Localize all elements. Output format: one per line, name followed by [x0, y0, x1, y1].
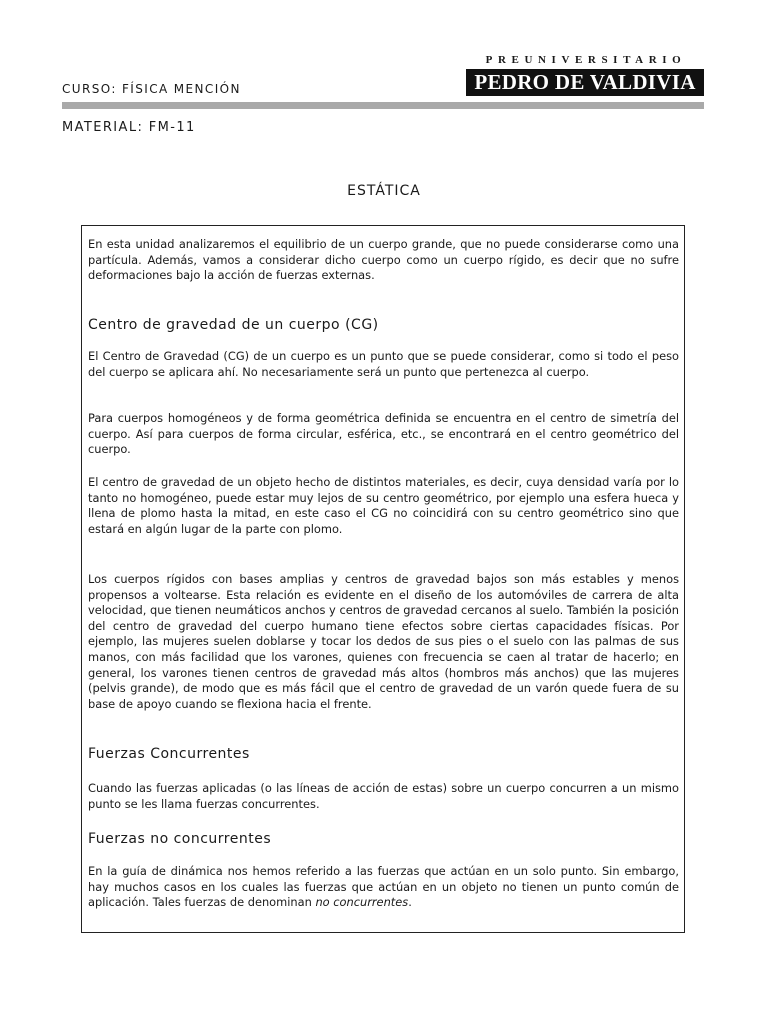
section-heading-nonconcurrent: Fuerzas no concurrentes: [88, 831, 272, 847]
cg-paragraph-2: Para cuerpos homogéneos y de forma geométrica definida se encuentra en el centro de simetría del cuerpo. Así para cuerpos de forma circular, esférica, etc., se encontrará en el centro geométrico del cuerpo.: [88, 411, 679, 457]
cg-paragraph-4: Los cuerpos rígidos con bases amplias y centros de gravedad bajos son más estables y menos propensos a voltearse. Esta relación es evidente en el diseño de los automóviles de carrera de alta velocidad, que tienen neumáticos anchos y centros de gravedad cercanos al suelo. También la posición del centro de gravedad del cuerpo humano tiene efectos sobre ciertas capacidades físicas. Por ejemplo, las mujeres suelen doblarse y tocar los dedos de sus pies o el suelo con las palmas de sus manos, con más facilidad que los varones, quienes con frecuencia se caen al tratar de hacerlo; en general, los varones tienen centros de gravedad más altos (hombros más anchos) que las mujeres (pelvis grande), de modo que es más fácil que el centro de gravedad de un varón quede fuera de su base de apoyo cuando se flexiona hacia el frente.: [88, 572, 679, 711]
concurrent-paragraph: Cuando las fuerzas aplicadas (o las líneas de acción de estas) sobre un cuerpo concurren a un mismo punto se les llama fuerzas concurrentes.: [88, 781, 679, 811]
section-heading-concurrent: Fuerzas Concurrentes: [88, 746, 250, 762]
course-label: CURSO: FÍSICA MENCIÓN: [62, 82, 241, 96]
logo-subtitle: PREUNIVERSITARIO: [485, 54, 687, 66]
nonconcurrent-text: En la guía de dinámica nos hemos referido a las fuerzas que actúan en un solo punto. Sin embargo, hay muchos casos en los cuales las fuerzas que actúan en un objeto no tienen un punto común de aplicación. Tales fuerzas de denominan: [88, 864, 679, 910]
nonconcurrent-emphasis: no concurrentes: [315, 895, 409, 910]
institution-logo: PEDRO DE VALDIVIA: [466, 69, 704, 96]
material-label: MATERIAL: FM-11: [62, 120, 196, 135]
section-heading-cg: Centro de gravedad de un cuerpo (CG): [88, 317, 379, 333]
nonconcurrent-paragraph: [88, 864, 679, 911]
cg-paragraph-1: El Centro de Gravedad (CG) de un cuerpo es un punto que se puede considerar, como si todo el peso del cuerpo se aplicara ahí. No necesariamente será un punto que pertenezca al cuerpo.: [88, 349, 679, 379]
nonconcurrent-end: .: [408, 895, 412, 910]
intro-paragraph: En esta unidad analizaremos el equilibrio de un cuerpo grande, que no puede considerarse como una partícula. Además, vamos a considerar dicho cuerpo como un cuerpo rígido, es decir que no sufre deformaciones bajo la acción de fuerzas externas.: [88, 237, 679, 283]
cg-paragraph-3: El centro de gravedad de un objeto hecho de distintos materiales, es decir, cuya densidad varía por lo tanto no homogéneo, puede estar muy lejos de su centro geométrico, por ejemplo una esfera hueca y llena de plomo hasta la mitad, en este caso el CG no coincidirá con su centro geométrico sino que estará en algún lugar de la parte con plomo.: [88, 475, 679, 536]
header-divider: [62, 102, 704, 109]
page-title: ESTÁTICA: [347, 183, 421, 199]
